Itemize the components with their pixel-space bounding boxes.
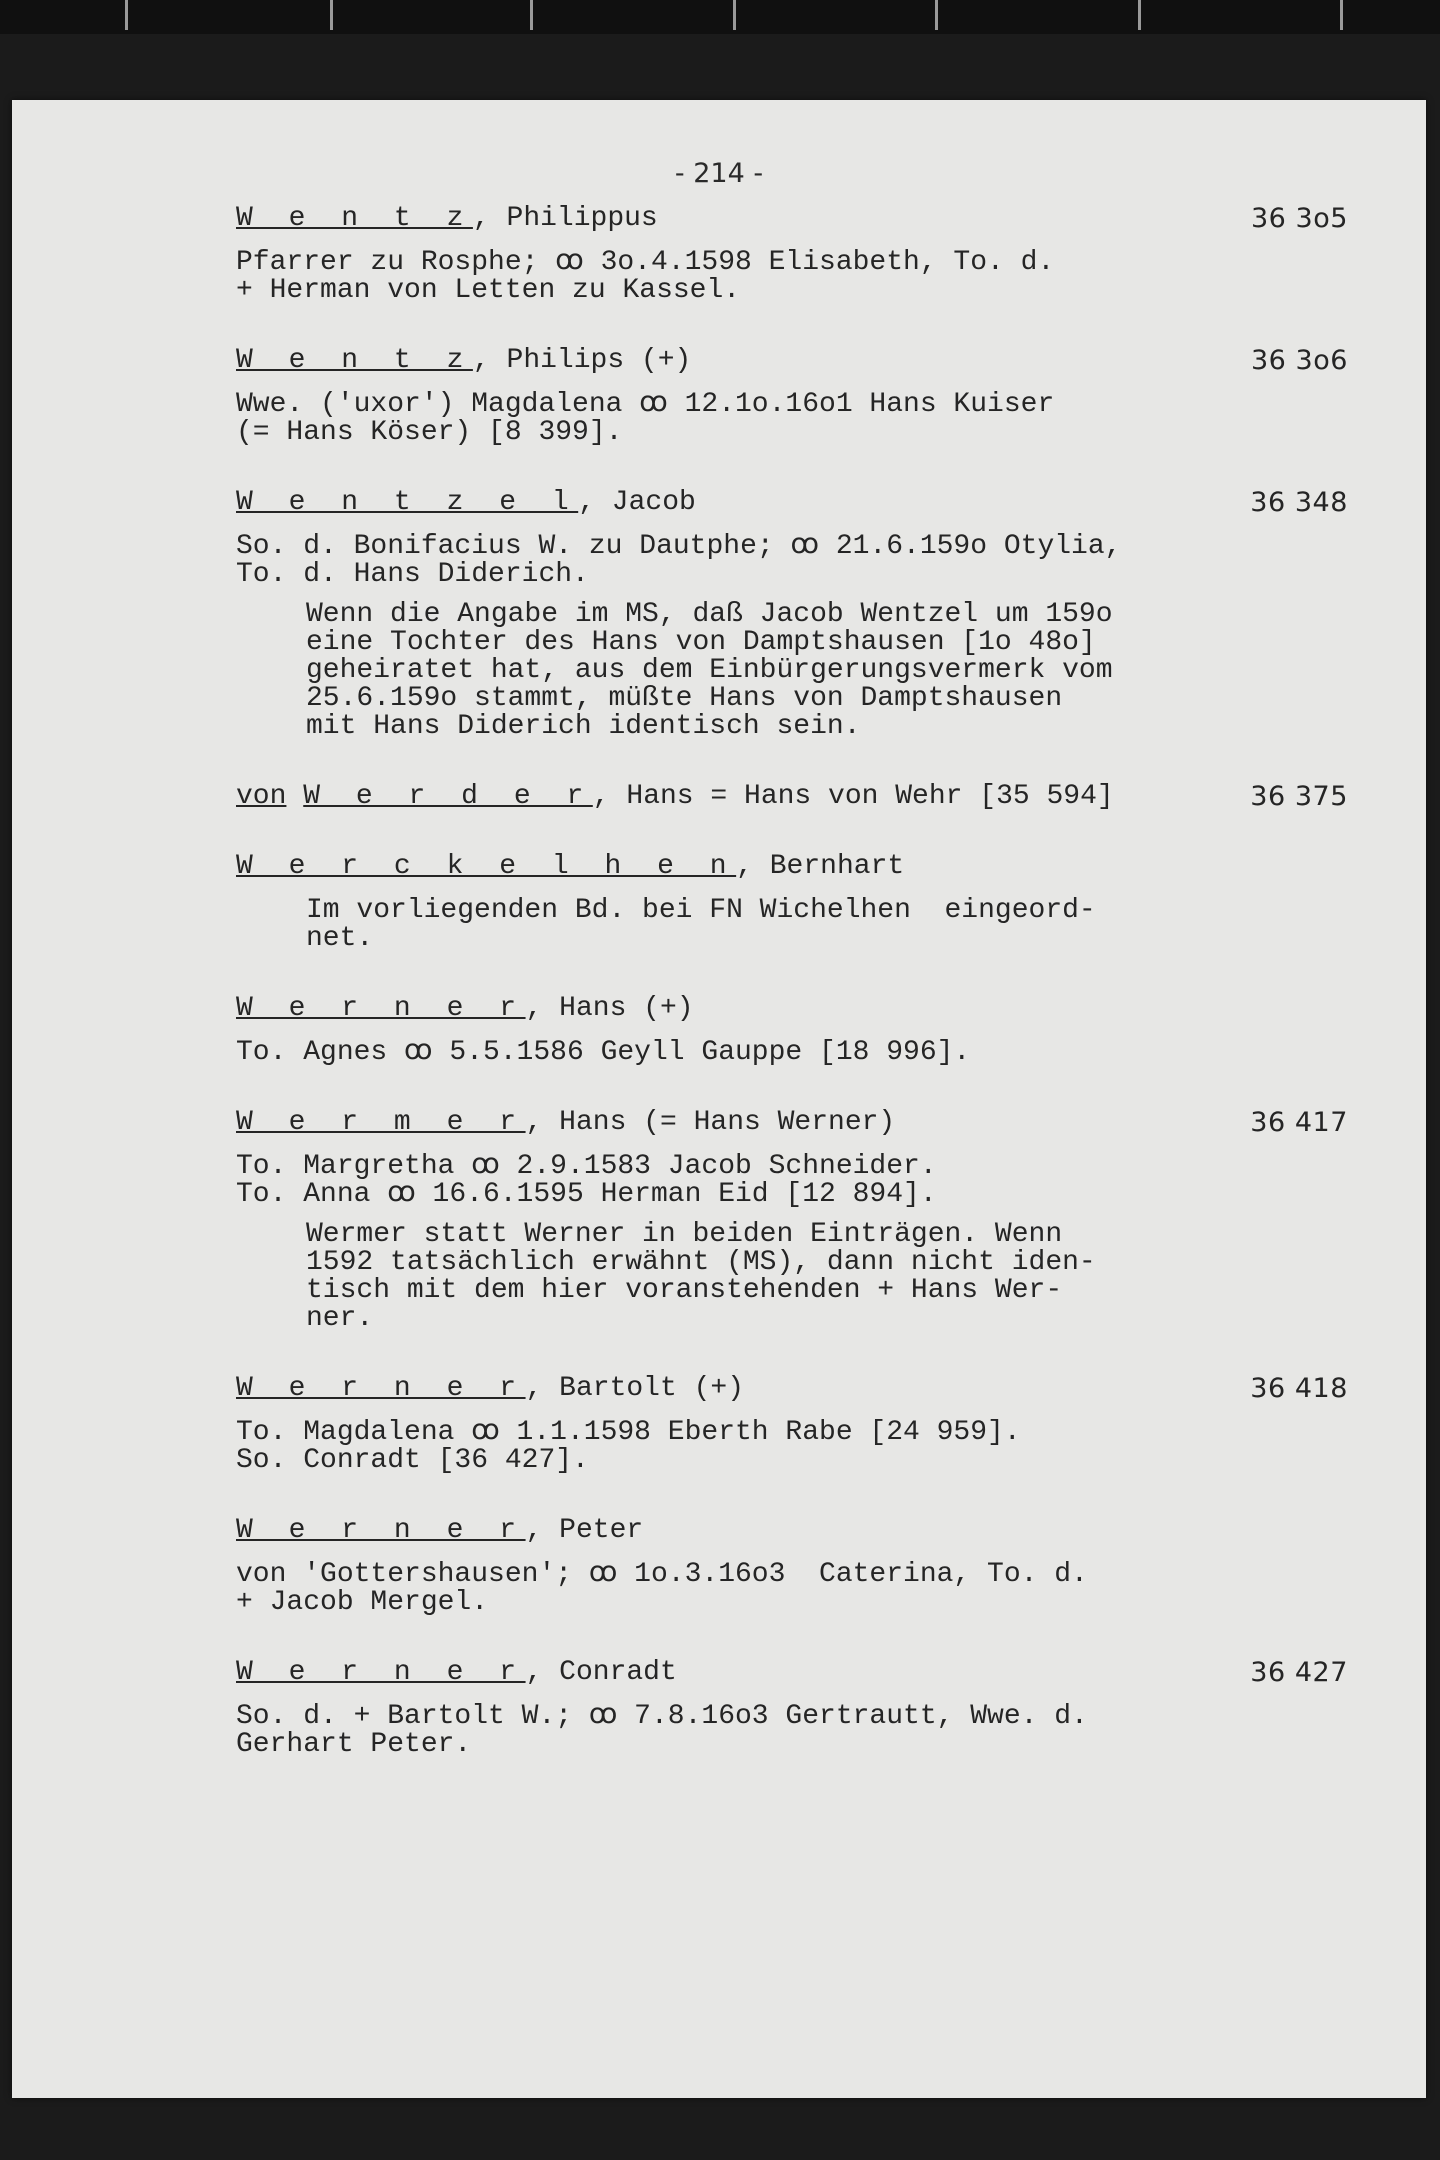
- film-tick: [733, 0, 736, 30]
- entry-body: Wwe. ('uxor') Magdalena ꝏ 12.1o.16o1 Hans Kuiser (= Hans Köser) [8 399].: [236, 389, 1055, 448]
- entry-note: Wenn die Angabe im MS, daß Jacob Wentzel um 159o eine Tochter des Hans von Damptshausen [1o 48o] geheiratet hat, aus dem Einbürgerungsvermerk vom 25.6.159o stammt, müßte Hans von Damptshausen mit Hans Diderich identisch sein.: [306, 599, 1113, 742]
- entry-number: 36 418: [1250, 1373, 1348, 1404]
- entry-heading: [236, 1375, 1376, 1405]
- register-entry: [236, 205, 1376, 305]
- film-tick: [1138, 0, 1141, 30]
- register-entry: [236, 1375, 1376, 1475]
- register-entry: [236, 347, 1376, 447]
- entry-heading: [236, 489, 1376, 519]
- film-strip: [0, 0, 1440, 34]
- entry-number: 36 427: [1250, 1657, 1348, 1688]
- entry-number: 36 375: [1250, 781, 1348, 812]
- register-entry: [236, 489, 1376, 741]
- film-tick: [1340, 0, 1343, 30]
- page-number: - 214 -: [674, 158, 764, 189]
- film-tick: [330, 0, 333, 30]
- entry-body: So. d. Bonifacius W. zu Dautphe; ꝏ 21.6.159o Otylia, To. d. Hans Diderich.: [236, 531, 1122, 590]
- entry-number: 36 3o6: [1250, 345, 1348, 376]
- entry-heading: [236, 347, 1376, 377]
- entry-body: So. d. + Bartolt W.; ꝏ 7.8.16o3 Gertrautt, Wwe. d. Gerhart Peter.: [236, 1701, 1088, 1760]
- entry-body: von 'Gottershausen'; ꝏ 1o.3.16o3 Caterina, To. d. + Jacob Mergel.: [236, 1559, 1088, 1618]
- entry-note: Wermer statt Werner in beiden Einträgen. Wenn 1592 tatsächlich erwähnt (MS), dann nicht iden- tisch mit dem hier voranstehenden + Hans Wer- ner.: [306, 1219, 1096, 1334]
- name-prefix: von: [236, 781, 287, 812]
- surname: W e n t z: [236, 345, 473, 376]
- given-name: , Hans (+): [525, 993, 694, 1024]
- entry-heading: [236, 783, 1376, 813]
- register-entry: [236, 1659, 1376, 1759]
- given-name: , Peter: [525, 1515, 644, 1546]
- register-entry: [236, 995, 1376, 1067]
- surname: W e r n e r: [236, 1373, 526, 1404]
- given-name: , Philippus: [472, 203, 658, 234]
- surname: W e r c k e l h e n: [236, 851, 737, 882]
- entry-number: 36 348: [1250, 487, 1348, 518]
- surname: W e n t z e l: [236, 487, 579, 518]
- surname: W e r n e r: [236, 993, 526, 1024]
- given-name: , Bernhart: [736, 851, 905, 882]
- surname: W e r n e r: [236, 1657, 526, 1688]
- surname: W e r d e r: [303, 781, 593, 812]
- surname: W e r n e r: [236, 1515, 526, 1546]
- given-name: , Philips (+): [472, 345, 692, 376]
- surname: W e n t z: [236, 203, 473, 234]
- entry-body: To. Margretha ꝏ 2.9.1583 Jacob Schneider. To. Anna ꝏ 16.6.1595 Herman Eid [12 894].: [236, 1151, 937, 1210]
- entry-heading: [236, 1109, 1376, 1139]
- entry-list: [236, 205, 1376, 1801]
- register-entry: [236, 1109, 1376, 1333]
- film-tick: [125, 0, 128, 30]
- given-name: , Bartolt (+): [525, 1373, 744, 1404]
- entry-heading: [236, 205, 1376, 235]
- given-name: , Hans (= Hans Werner): [525, 1107, 896, 1138]
- film-tick: [935, 0, 938, 30]
- given-name: , Hans = Hans von Wehr [35 594]: [592, 781, 1114, 812]
- given-name: , Conradt: [525, 1657, 677, 1688]
- entry-number: 36 3o5: [1250, 203, 1348, 234]
- register-entry: [236, 783, 1376, 813]
- entry-heading: [236, 1659, 1376, 1689]
- entry-body: To. Magdalena ꝏ 1.1.1598 Eberth Rabe [24 959]. So. Conradt [36 427].: [236, 1417, 1021, 1476]
- surname: W e r m e r: [236, 1107, 526, 1138]
- entry-heading: [236, 995, 1376, 1025]
- entry-number: 36 417: [1250, 1107, 1348, 1138]
- entry-body: Pfarrer zu Rosphe; ꝏ 3o.4.1598 Elisabeth, To. d. + Herman von Letten zu Kassel.: [236, 247, 1055, 306]
- film-tick: [530, 0, 533, 30]
- entry-heading: [236, 1517, 1376, 1547]
- register-entry: [236, 853, 1376, 953]
- entry-heading: [236, 853, 1376, 883]
- entry-note: Im vorliegenden Bd. bei FN Wichelhen eingeord- net.: [306, 895, 1096, 954]
- register-entry: [236, 1517, 1376, 1617]
- entry-body: To. Agnes ꝏ 5.5.1586 Geyll Gauppe [18 996].: [236, 1037, 971, 1068]
- given-name: , Jacob: [578, 487, 696, 518]
